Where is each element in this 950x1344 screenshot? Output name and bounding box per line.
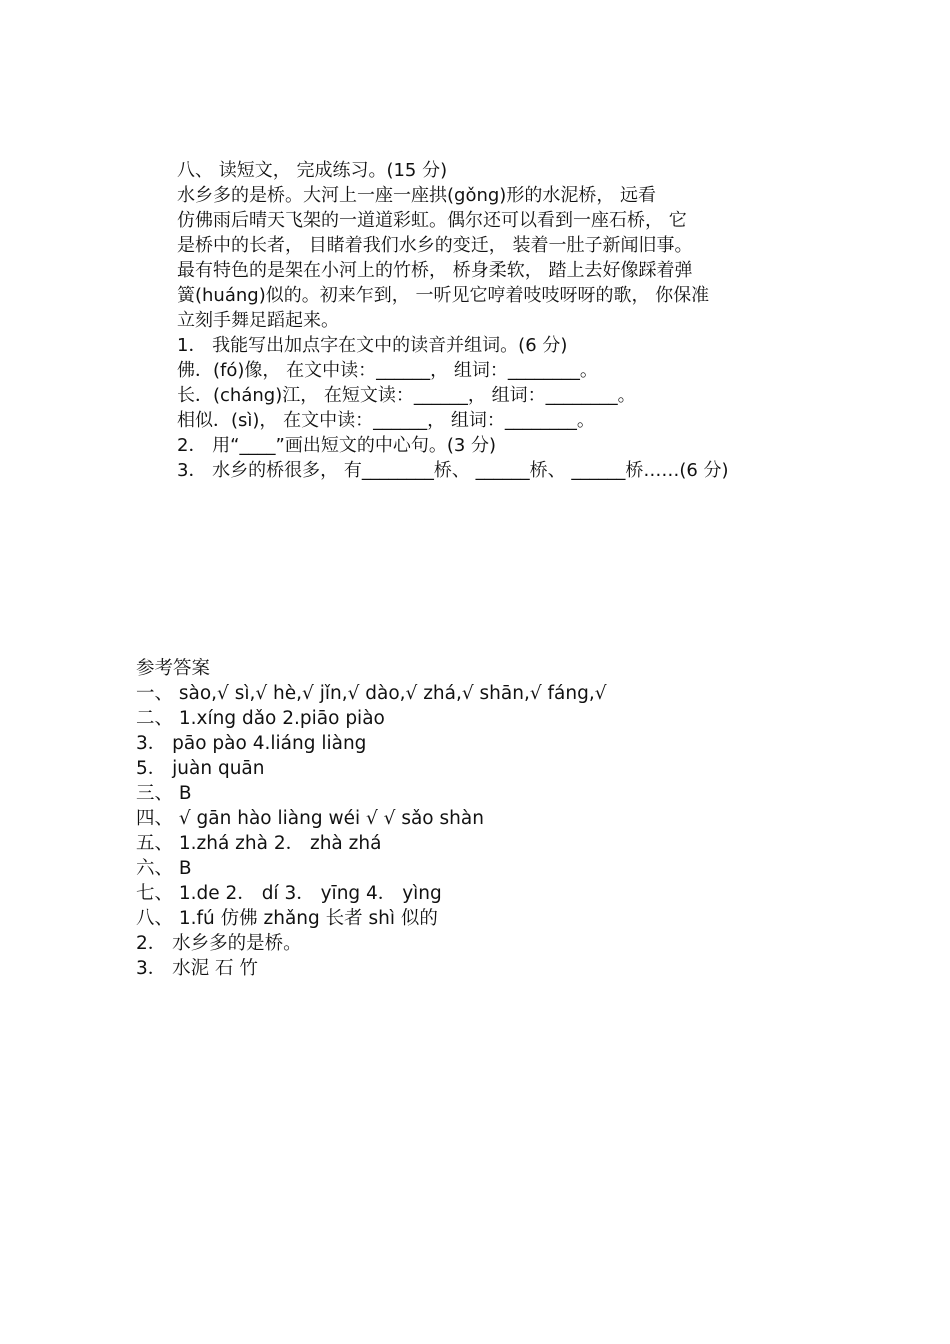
- answer-line: 八、 1.fú 仿佛 zhǎng 长者 shì 似的: [136, 908, 438, 929]
- answer-line: 六、 B: [136, 858, 192, 879]
- passage-line: 仿佛雨后晴天飞架的一道道彩虹。偶尔还可以看到一座石桥， 它: [177, 210, 687, 231]
- answer-line: 二、 1.xíng dǎo 2.piāo piào: [136, 708, 385, 729]
- passage-line: 簧(huáng)似的。初来乍到， 一听见它哼着吱吱呀呀的歌， 你保准: [177, 285, 710, 306]
- question-1-item-fo: 佛．(fó)像， 在文中读：______， 组词：________。: [177, 360, 598, 381]
- passage-line: 立刻手舞足蹈起来。: [177, 310, 339, 331]
- question-list: [177, 333, 797, 483]
- exercise-heading: 八、 读短文， 完成练习。(15 分): [177, 160, 448, 181]
- passage-line: 最有特色的是架在小河上的竹桥， 桥身柔软， 踏上去好像踩着弹: [177, 260, 693, 281]
- answer-key: [136, 656, 836, 981]
- answer-line: 3． 水泥 石 竹: [136, 958, 258, 979]
- question-1: 1． 我能写出加点字在文中的读音并组词。(6 分): [177, 335, 568, 356]
- answer-key-title: 参考答案: [136, 658, 211, 679]
- question-1-item-si: 相似．(sì)， 在文中读：______， 组词：________。: [177, 410, 595, 431]
- question-3: 3． 水乡的桥很多， 有________桥、 ______桥、 ______桥……(6 分): [177, 460, 729, 481]
- answer-line: 3． pāo pào 4.liáng liàng: [136, 733, 367, 754]
- answer-line: 三、 B: [136, 783, 192, 804]
- answer-line: 5． juàn quān: [136, 758, 265, 779]
- passage-line: 是桥中的长者， 目睹着我们水乡的变迁， 装着一肚子新闻旧事。: [177, 235, 693, 256]
- answer-line: 五、 1.zhá zhà 2． zhà zhá: [136, 833, 382, 854]
- passage-line: 水乡多的是桥。大河上一座一座拱(gǒng)形的水泥桥， 远看: [177, 185, 657, 206]
- answer-line: 四、 √ gān hào liàng wéi √ √ sǎo shàn: [136, 808, 484, 829]
- question-1-item-chang: 长．(cháng)江， 在短文读：______， 组词：________。: [177, 385, 636, 406]
- question-2: 2． 用“____”画出短文的中心句。(3 分): [177, 435, 497, 456]
- answer-line: 一、 sào,√ sì,√ hè,√ jǐn,√ dào,√ zhá,√ shān,√ fáng,√: [136, 683, 607, 704]
- answer-line: 2． 水乡多的是桥。: [136, 933, 302, 954]
- reading-exercise: [177, 158, 797, 483]
- answer-line: 七、 1.de 2． dí 3． yīng 4． yìng: [136, 883, 442, 904]
- passage: [177, 183, 797, 333]
